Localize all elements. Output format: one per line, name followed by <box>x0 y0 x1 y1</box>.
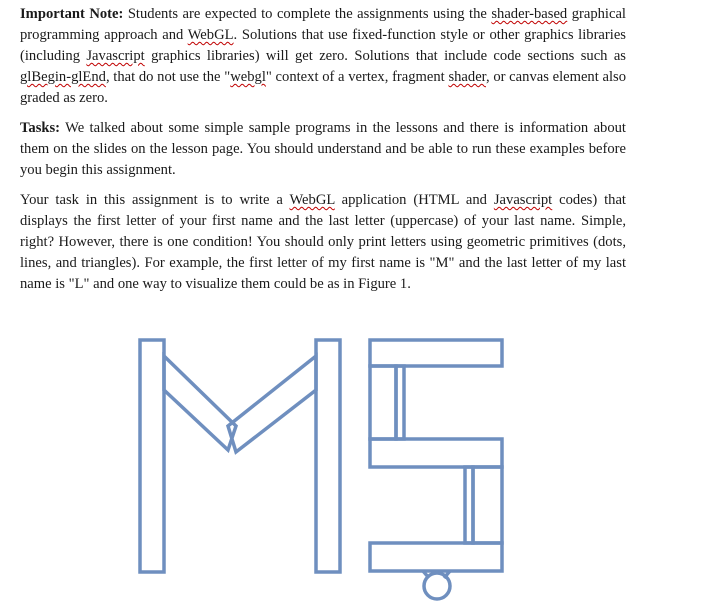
note-text: graphical programming approach and <box>20 6 626 43</box>
task-text: codes) that displays the first letter of your first name and the last letter (uppercase) of your last name. Simple, right? However, there is one condition! You should only print letters using geometric primitives (dots, lines, and triangles). For example, the first letter of my first name is "M" and the last letter of my last name is "L" and one way to visualize them could be as in Figure 1. <box>20 192 626 292</box>
note-text: Students are expected to complete the assignments using the <box>123 6 492 22</box>
s-bottom-bar <box>370 543 502 571</box>
spellcheck-word: Javascript <box>86 48 145 64</box>
s-dot <box>424 573 450 599</box>
s-middle-bar <box>370 439 502 467</box>
task-text: application (HTML and <box>334 192 494 208</box>
s-left-inner <box>396 366 404 439</box>
tasks-text: We talked about some simple sample programs in the lessons and there is information about them on the slides on the lesson page. You should understand and be able to run these examples before you begin this assignment. <box>20 120 626 178</box>
tasks-label: Tasks: <box>20 120 61 136</box>
s-right-inner <box>465 467 473 543</box>
s-top-bar <box>370 340 502 366</box>
spellcheck-word: Javascript <box>493 192 553 208</box>
spellcheck-word: WebGL <box>289 192 335 208</box>
important-note-label: Important Note: <box>20 6 124 22</box>
s-left-post <box>370 366 396 439</box>
note-text: " context of a vertex, fragment <box>265 69 449 85</box>
spellcheck-word: shader-based <box>491 6 568 22</box>
figure-strokes <box>140 340 502 599</box>
spellcheck-word: WebGL <box>187 27 234 43</box>
note-text: . Solutions that use fixed-function style or other graphics libraries (including <box>20 27 626 64</box>
spellcheck-word: shader <box>448 69 486 85</box>
m-left-diagonal <box>164 356 236 450</box>
spellcheck-word: glBegin-glEnd <box>20 69 106 85</box>
note-text: , or canvas element also graded as zero. <box>20 69 627 106</box>
m-right-post <box>316 340 340 572</box>
spellcheck-word: webgl <box>230 69 266 85</box>
m-right-diagonal <box>228 356 316 452</box>
note-text: graphics libraries) will get zero. Solutions that include code sections such as <box>144 48 626 64</box>
task-text: Your task in this assignment is to write a <box>20 192 290 208</box>
s-right-post <box>473 467 502 543</box>
m-left-post <box>140 340 164 572</box>
note-text: , that do not use the " <box>105 69 231 85</box>
